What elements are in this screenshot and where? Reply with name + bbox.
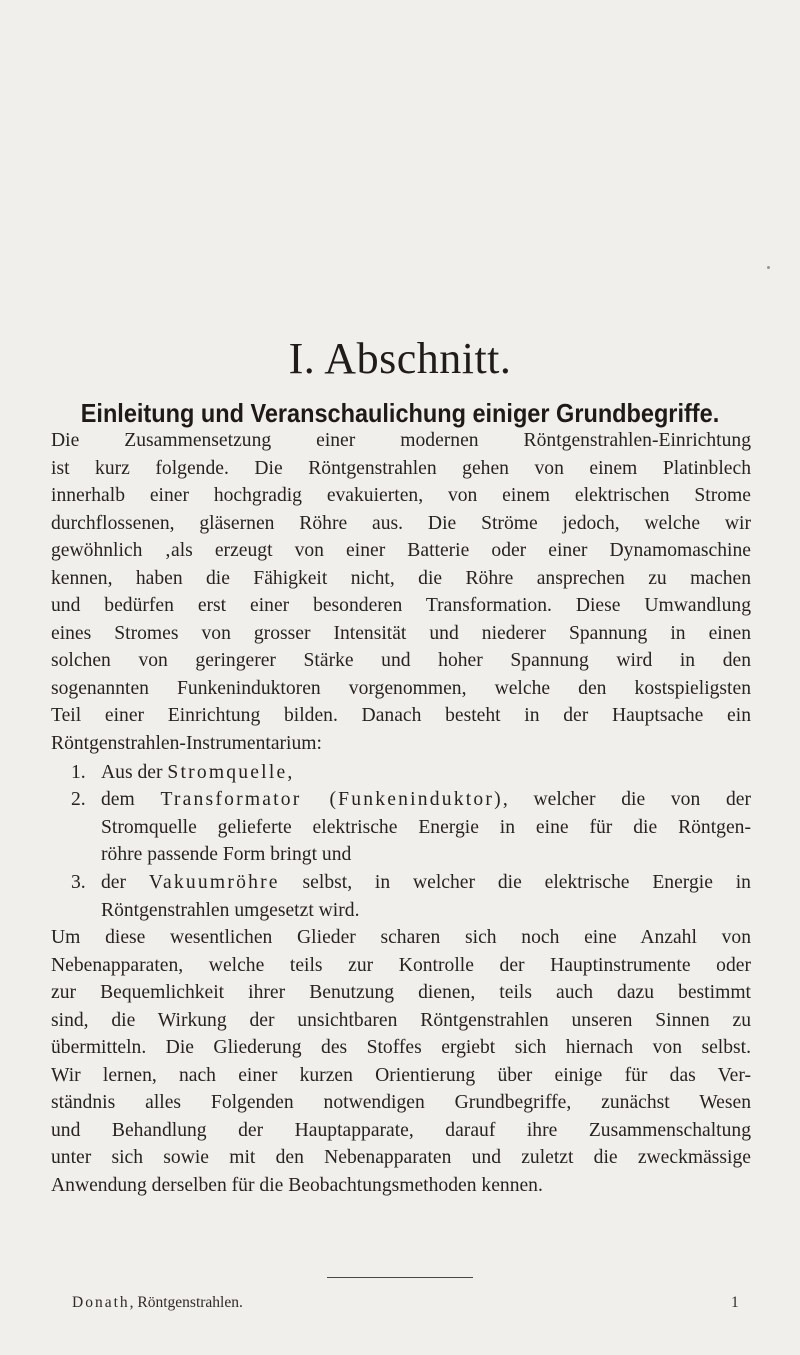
- text-line: Anwendung derselben für die Beobachtungsmethoden kennen.: [51, 1174, 543, 1196]
- list-line: [101, 814, 751, 842]
- text-line: übermitteln. Die Gliederung des Stoffes ergiebt sich hiernach von selbst.: [51, 1037, 751, 1058]
- list-line: [101, 786, 751, 814]
- list-line: [101, 897, 751, 925]
- list-line: [101, 869, 751, 897]
- list-line: [101, 841, 751, 869]
- running-footer: [72, 1293, 243, 1313]
- text-line: zur Bequemlichkeit ihrer Benutzung dienen, teils auch dazu bestimmt: [51, 982, 751, 1003]
- text-line: Röntgenstrahlen-Instrumentarium:: [51, 732, 322, 754]
- text-line: durchflossenen, gläsernen Röhre aus. Die Ströme jedoch, welche wir: [51, 512, 751, 534]
- text-line: Wir lernen, nach einer kurzen Orientierung über einige für das Ver-: [51, 1064, 751, 1086]
- spaced-term: Vakuumröhre: [148, 872, 280, 893]
- footer-author: Donath: [72, 1294, 130, 1311]
- list-text: Aus der: [101, 762, 168, 783]
- list-text: röhre passende Form bringt und: [101, 844, 352, 865]
- section-heading: I. Abschnitt.: [288, 334, 512, 383]
- text-line: unter sich sowie mit den Nebenapparaten und zuletzt die zweckmässige: [51, 1147, 751, 1168]
- list-text: selbst, in welcher die elektrische Energie in: [279, 872, 751, 893]
- text-line: Um diese wesentlichen Glieder scharen sich noch eine Anzahl von: [51, 927, 751, 948]
- footer-rule: [327, 1277, 473, 1278]
- spaced-term: Transformator (Funkeninduktor): [160, 789, 503, 810]
- text-line: eines Stromes von grosser Intensität und niederer Spannung in einen: [51, 622, 751, 644]
- list-number: 3.: [71, 872, 86, 893]
- intro-paragraph: [51, 427, 751, 757]
- list-number: 2.: [71, 789, 86, 810]
- list-text: Stromquelle gelieferte elektrische Energie in eine für die Röntgen-: [101, 816, 751, 838]
- list-text: dem: [101, 789, 161, 810]
- text-line: und bedürfen erst einer besonderen Transformation. Diese Umwandlung: [51, 595, 751, 616]
- text-line: Nebenapparaten, welche teils zur Kontrolle der Hauptinstrumente oder: [51, 954, 751, 976]
- text-line: solchen von geringerer Stärke und hoher Spannung wird in den: [51, 650, 751, 671]
- footer-book-title: Röntgenstrahlen.: [137, 1294, 243, 1311]
- list-text: Röntgenstrahlen umgesetzt wird.: [101, 899, 360, 921]
- spaced-term: Stromquelle: [167, 762, 288, 783]
- list-text: ,: [287, 762, 293, 783]
- speck-mark: [767, 266, 770, 269]
- list-text: der: [101, 872, 149, 893]
- text-line: gewöhnlich ‚als erzeugt von einer Batterie oder einer Dynamomaschine: [51, 540, 751, 561]
- footer-separator: ,: [129, 1294, 138, 1311]
- outro-paragraph: [51, 924, 751, 1199]
- text-line: und Behandlung der Hauptapparate, darauf ihre Zusammenschaltung: [51, 1119, 751, 1141]
- list-text: , welcher die von der: [502, 789, 751, 810]
- text-line: ist kurz folgende. Die Röntgenstrahlen gehen von einem Platinblech: [51, 457, 751, 479]
- list-number: 1.: [71, 762, 86, 783]
- text-line: ständnis alles Folgenden notwendigen Grundbegriffe, zunächst Wesen: [51, 1092, 751, 1113]
- text-line: kennen, haben die Fähigkeit nicht, die Röhre ansprechen zu machen: [51, 567, 751, 589]
- text-line: sogenannten Funkeninduktoren vorgenommen, welche den kostspieligsten: [51, 677, 751, 699]
- chapter-title: Einleitung und Veranschaulichung einiger Grundbegriffe.: [80, 398, 720, 428]
- text-line: innerhalb einer hochgradig evakuierten, von einem elektrischen Strome: [51, 485, 751, 506]
- list-line: [101, 759, 751, 787]
- text-line: Die Zusammensetzung einer modernen Röntgenstrahlen-Einrichtung: [51, 430, 751, 451]
- text-line: sind, die Wirkung der unsichtbaren Röntgenstrahlen unseren Sinnen zu: [51, 1009, 751, 1031]
- page-number: 1: [731, 1294, 739, 1311]
- text-line: Teil einer Einrichtung bilden. Danach besteht in der Hauptsache ein: [51, 705, 751, 726]
